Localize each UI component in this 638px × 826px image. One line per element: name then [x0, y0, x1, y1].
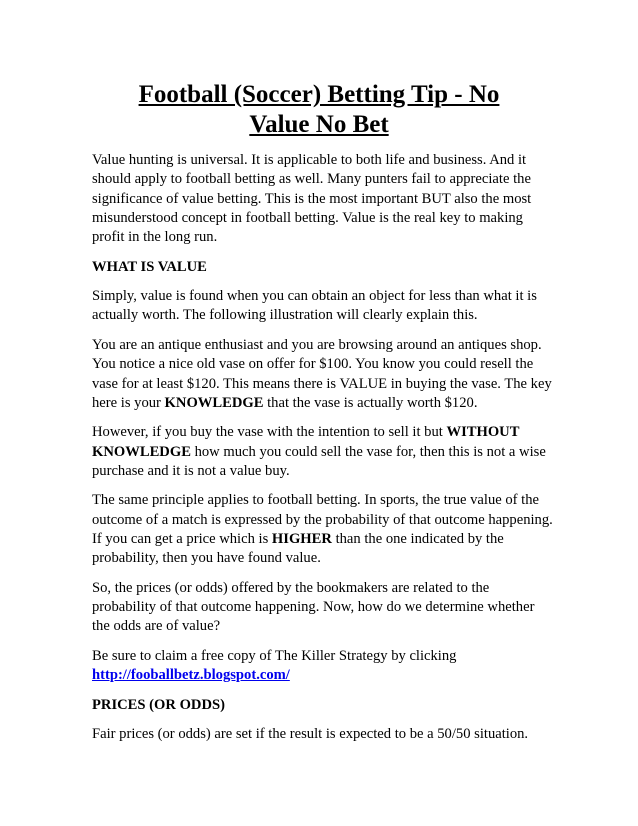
section-heading-what-is-value: WHAT IS VALUE: [92, 258, 207, 275]
blog-link[interactable]: http://fooballbetz.blogspot.com/: [92, 667, 290, 684]
claim-paragraph: [92, 647, 554, 686]
title-line-2: Value No Bet: [249, 111, 389, 138]
antique-text-start: You are an antique enthusiast and you are browsing around an antiques shop. You notice a nice old vase on offer for $100. You know you could resell the vase for at least $120. This means there is VALUE in buying the vase. The key here is your: [92, 336, 552, 411]
however-paragraph: [92, 423, 554, 481]
higher-emphasis: HIGHER: [271, 530, 332, 547]
claim-text: Be sure to claim a free copy of The Killer Strategy by clicking: [92, 647, 457, 664]
section-heading-prices: PRICES (OR ODDS): [92, 696, 225, 713]
document-body: [92, 151, 554, 755]
however-text-end: how much you could sell the vase for, then this is not a wise purchase and it is not a value buy.: [92, 443, 546, 479]
antique-paragraph: [92, 336, 554, 413]
same-principle-paragraph: [92, 491, 554, 568]
title-line-1: Football (Soccer) Betting Tip - No: [138, 81, 500, 108]
same-text-end: than the one indicated by the probability, then you have found value.: [92, 530, 504, 567]
simply-paragraph: Simply, value is found when you can obtain an object for less than what it is actually worth. The following illustration will clearly explain this.: [92, 288, 537, 324]
antique-text-end: that the vase is actually worth $120.: [263, 394, 478, 411]
fair-prices-paragraph: Fair prices (or odds) are set if the result is expected to be a 50/50 situation.: [92, 726, 529, 743]
odds-question-paragraph: So, the prices (or odds) offered by the bookmakers are related to the probability of that outcome happening. Now, how do we determine whether the odds are of value?: [92, 579, 535, 635]
however-text-start: However, if you buy the vase with the intention to sell it but: [92, 424, 447, 441]
knowledge-emphasis: KNOWLEDGE: [164, 394, 264, 411]
intro-paragraph: Value hunting is universal. It is applicable to both life and business. And it should apply to football betting as well. Many punters fail to appreciate the significance of value betting. This is the most important BUT also the most misunderstood concept in football betting. Value is the real key to making profit in the long run.: [92, 152, 532, 246]
without-knowledge-emphasis: WITHOUT KNOWLEDGE: [92, 424, 520, 460]
same-text-start: The same principle applies to football betting. In sports, the true value of the outcome of a match is expressed by the probability of that outcome happening. If you can get a price which is: [92, 492, 553, 547]
document-title: [92, 80, 546, 140]
